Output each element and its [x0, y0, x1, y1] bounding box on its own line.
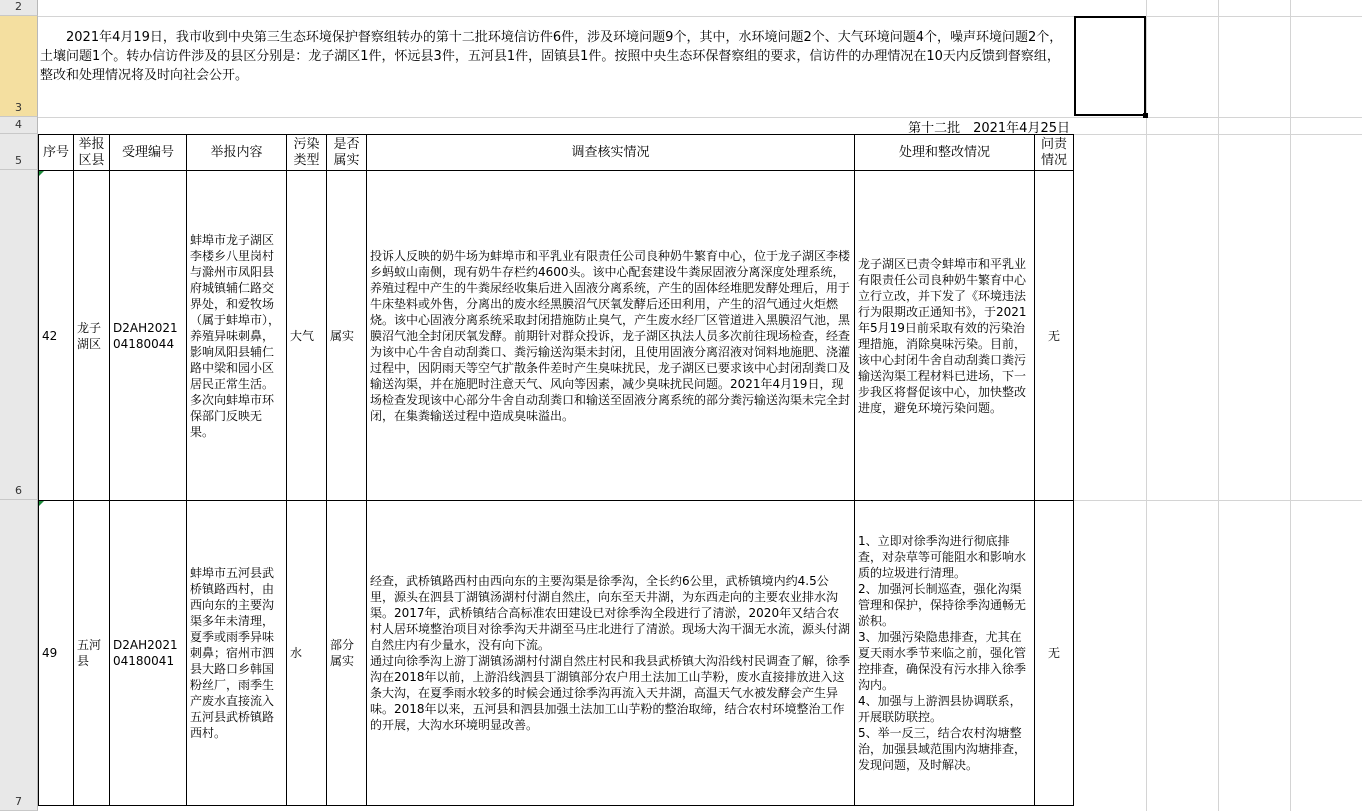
- header-content[interactable]: 举报内容: [186, 134, 287, 171]
- selected-cell[interactable]: [1074, 16, 1146, 116]
- header-district[interactable]: 举报区县: [73, 134, 110, 171]
- cell-district[interactable]: 龙子湖区: [73, 170, 110, 501]
- cell-verified[interactable]: 属实: [326, 170, 367, 501]
- cell-verified[interactable]: 部分属实: [326, 500, 367, 806]
- header-seq[interactable]: 序号: [38, 134, 74, 171]
- cell-indicator-icon: [39, 501, 44, 506]
- intro-paragraph[interactable]: 2021年4月19日，我市收到中央第三生态环境保护督察组转办的第十二批环境信访件6件，涉及环境问题9个，其中，水环境问题2个、大气环境问题4个，噪声环境问题2个，土壤问题1个。转办信访件涉及的县区分别是：龙子湖区1件，怀远县3件，五河县1件，固镇县1件。按照中央生态环保督察组的要求，信访件的办理情况在10天内反馈到督察组，整改和处理情况将及时向社会公开。: [40, 30, 1063, 83]
- row-header-7[interactable]: 7: [0, 500, 38, 811]
- cell-seq[interactable]: 42: [38, 170, 74, 501]
- row-header-6[interactable]: 6: [0, 170, 38, 500]
- cell-indicator-icon: [39, 171, 44, 176]
- cell-investigation[interactable]: 投诉人反映的奶牛场为蚌埠市和平乳业有限责任公司良种奶牛繁育中心，位于龙子湖区李楼乡蚂蚁山南侧，现有奶牛存栏约4600头。该中心配套建设牛粪尿固液分离深度处理系统，养殖过程中产生的牛粪尿经收集后进入固液分离系统，产生的固体经堆肥发酵处理后，用于牛床垫料或外售，分离出的废水经黑膜沼气厌氧发酵后还田利用，产生的沼气通过火炬燃烧。该中心固液分离系统采取封闭措施防止臭气，产生废水经厂区管道进入黑膜沼气池，黑膜沼气池全封闭厌氧发酵。前期针对群众投诉，龙子湖区执法人员多次前往现场检查，经查为该中心牛舍自动刮粪口、粪污输送沟渠未封闭，且使用固液分离沼液对饲料地施肥、浇灌过程中，因阴雨天等空气扩散条件差时产生臭味扰民，龙子湖区已要求该中心封闭刮粪口及输送沟渠，并在施肥时注意天气、风向等因素，减少臭味扰民问题。2021年4月19日，现场检查发现该中心部分牛舍自动刮粪口和输送至固液分离系统的部分粪污输送沟渠未完全封闭，在集粪输送过程中造成臭味溢出。: [366, 170, 855, 501]
- cell-content[interactable]: 蚌埠市五河县武桥镇路西村，由西向东的主要沟渠多年未清理，夏季或雨季异味刺鼻；宿州市泗县大路口乡韩国粉丝厂，雨季生产废水直接流入五河县武桥镇路西村。: [186, 500, 287, 806]
- gridline: [38, 117, 1362, 118]
- cell-seq[interactable]: 49: [38, 500, 74, 806]
- batch-date-label[interactable]: 第十二批 2021年4月25日: [908, 121, 1070, 136]
- header-accountability[interactable]: 问责情况: [1034, 134, 1074, 171]
- gridline: [1218, 0, 1219, 811]
- header-verified[interactable]: 是否属实: [326, 134, 367, 171]
- gridline: [38, 16, 1362, 17]
- cell-handling[interactable]: 1、立即对徐季沟进行彻底排查，对杂草等可能阻水和影响水质的垃圾进行清理。 2、加强河长制巡查，强化沟渠管理和保护，保持徐季沟通畅无淤积。 3、加强污染隐患排查，尤其在夏天雨水季节来临之前，强化管控排查，确保没有污水排入徐季沟内。 4、加强与上游泗县协调联系，开展联防联控。 5、举一反三，结合农村沟塘整治，加强县域范围内沟塘排查，发现问题，及时解决。: [854, 500, 1035, 806]
- gridline: [1146, 0, 1147, 811]
- cell-accountability[interactable]: 无: [1034, 500, 1074, 806]
- cell-type[interactable]: 水: [286, 500, 327, 806]
- header-investigation[interactable]: 调查核实情况: [366, 134, 855, 171]
- row-header-2[interactable]: 2: [0, 0, 38, 16]
- cell-district[interactable]: 五河县: [73, 500, 110, 806]
- row-header-5[interactable]: 5: [0, 134, 38, 170]
- header-handling[interactable]: 处理和整改情况: [854, 134, 1035, 171]
- cell-code[interactable]: D2AH202104180044: [109, 170, 187, 501]
- row-header-4[interactable]: 4: [0, 117, 38, 134]
- gridline: [1290, 0, 1291, 811]
- cell-code[interactable]: D2AH202104180041: [109, 500, 187, 806]
- cell-content[interactable]: 蚌埠市龙子湖区李楼乡八里岗村与滁州市凤阳县府城镇辅仁路交界处，和爱牧场（属于蚌埠市），养殖异味刺鼻，影响凤阳县辅仁路中梁和园小区居民正常生活。多次向蚌埠市环保部门反映无果。: [186, 170, 287, 501]
- header-code[interactable]: 受理编号: [109, 134, 187, 171]
- cell-investigation[interactable]: 经查，武桥镇路西村由西向东的主要沟渠是徐季沟，全长约6公里，武桥镇境内约4.5公里，源头在泗县丁湖镇汤湖村付湖自然庄，向东至天井湖，为东西走向的主要农业排水沟渠。2017年，武桥镇结合高标准农田建设已对徐季沟全段进行了清淤，2020年又结合农村人居环境整治项目对徐季沟天井湖至马庄北进行了清淤。现场大沟干涸无水流，源头付湖自然庄内有少量水，没有向下流。 通过向徐季沟上游丁湖镇汤湖村付湖自然庄村民和我县武桥镇大沟沿线村民调查了解，徐季沟在2018年以前，上游沿线泗县丁湖镇部分农户用土法加工山芋粉，废水直接排放进入这条大沟，在夏季雨水较多的时候会通过徐季沟再流入天井湖，高温天气水被发酵会产生异味。2018年以来，五河县和泗县加强土法加工山芋粉的整治取缔，结合农村环境整治工作的开展，大沟水环境明显改善。: [366, 500, 855, 806]
- cell-handling[interactable]: 龙子湖区已责令蚌埠市和平乳业有限责任公司良种奶牛繁育中心立行立改，并下发了《环境违法行为限期改正通知书》，于2021年5月19日前采取有效的污染治理措施，消除臭味污染。目前，该中心封闭牛舍自动刮粪口粪污输送沟渠工程材料已进场，下一步我区将督促该中心，加快整改进度，避免环境污染问题。: [854, 170, 1035, 501]
- header-type[interactable]: 污染类型: [286, 134, 327, 171]
- row-header-3[interactable]: 3: [0, 16, 38, 117]
- cell-type[interactable]: 大气: [286, 170, 327, 501]
- cell-accountability[interactable]: 无: [1034, 170, 1074, 501]
